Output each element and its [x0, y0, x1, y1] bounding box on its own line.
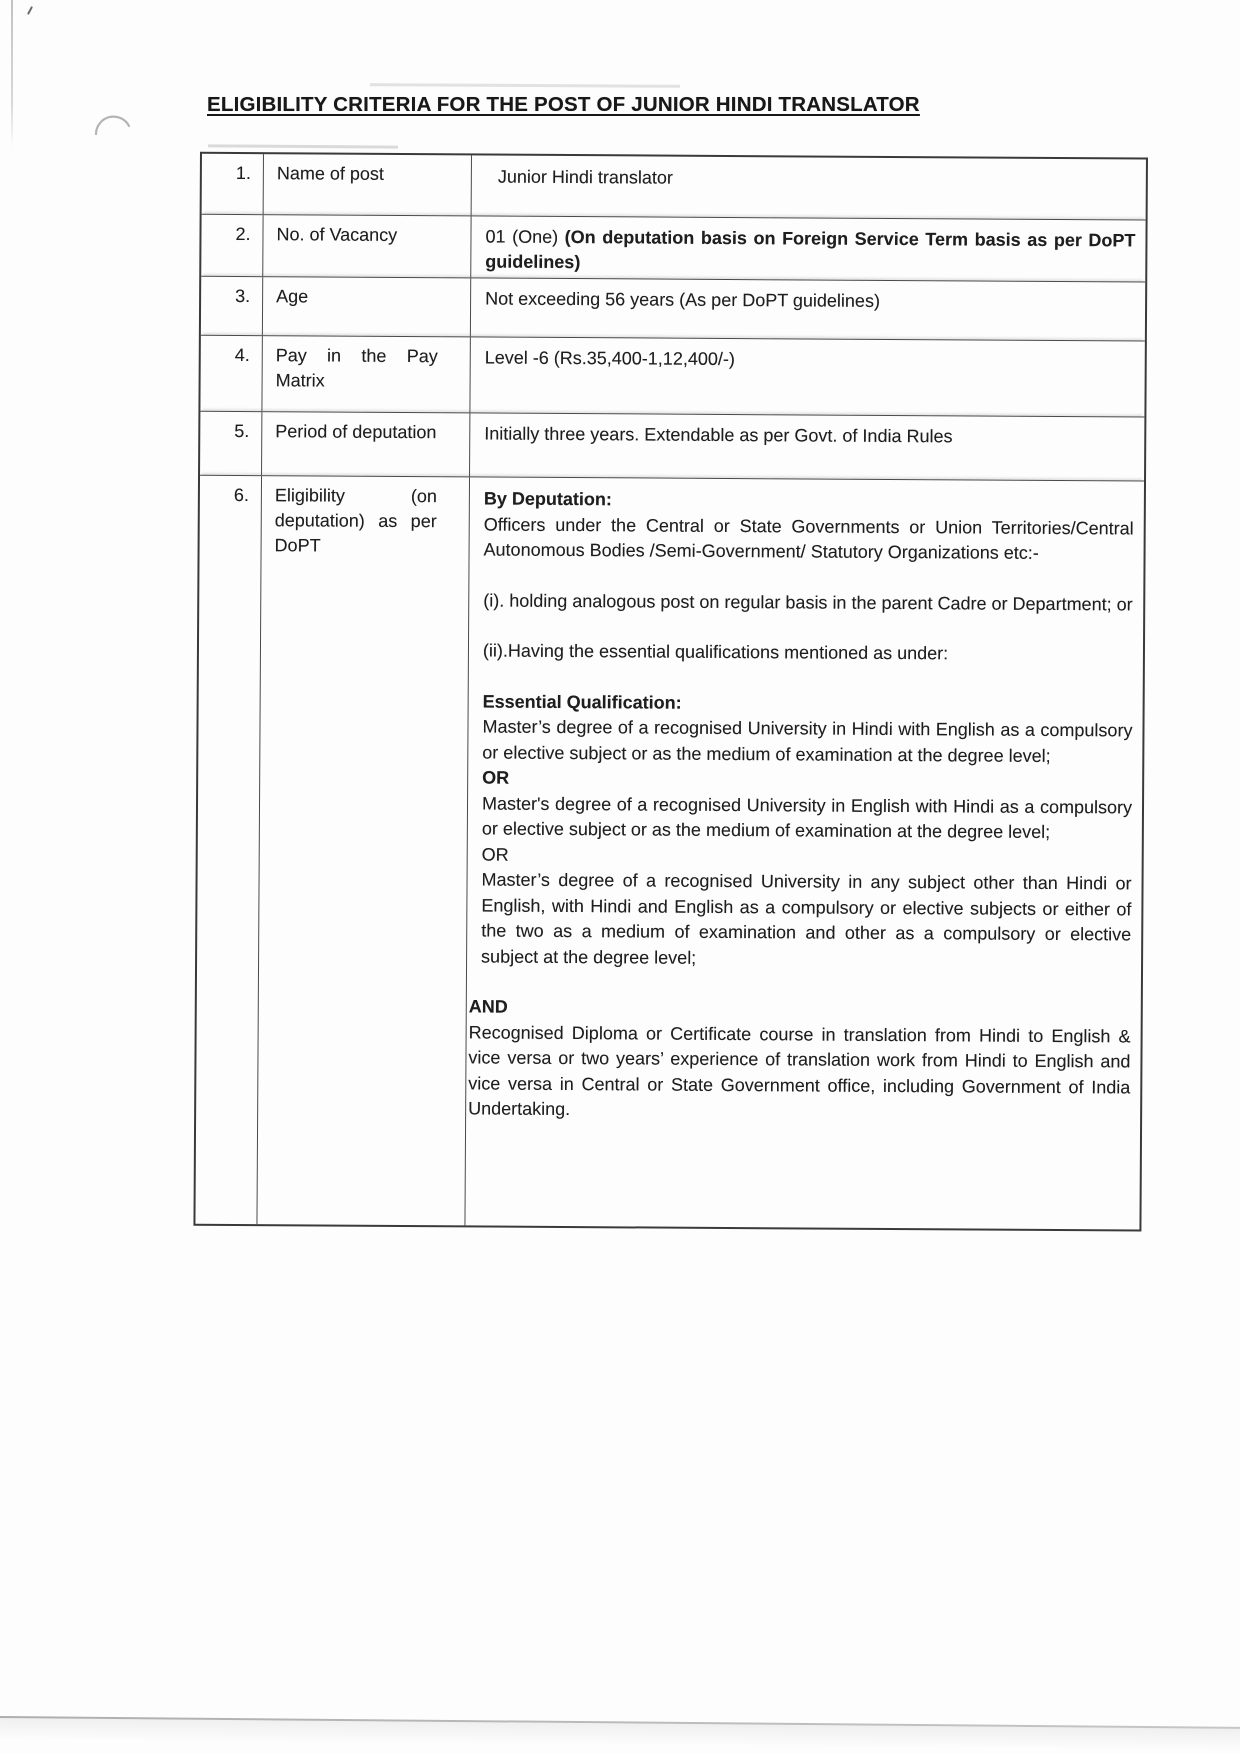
row-value: Level -6 (Rs.35,400-1,12,400/-)	[484, 347, 735, 370]
row-label: Period of deputation	[262, 412, 470, 476]
qualification-option-1: Master’s degree of a recognised University in Hindi with English as a compulsory or elective subject or as the medium of examination at the degree level;	[482, 716, 1133, 766]
deputation-officers-text: Officers under the Central or State Governments or Union Territories/Central Autonomous Bodies /Semi-Government/ Statutory Organizations etc:-	[483, 513, 1134, 563]
row-value: Not exceeding 56 years (As per DoPT guidelines)	[485, 288, 881, 311]
row-label: No. of Vacancy	[263, 215, 471, 277]
or-separator-2: OR	[481, 843, 509, 865]
scan-smudge-table-top	[208, 144, 398, 148]
table-row	[201, 214, 1145, 282]
qualification-option-2: Master's degree of a recognised University in English with Hindi as a compulsory or elective subject or as the medium of examination at the degree level;	[481, 792, 1133, 842]
and-separator: AND	[468, 996, 508, 1017]
page-title: ELIGIBILITY CRITERIA FOR THE POST OF JUNIOR HINDI TRANSLATOR	[207, 93, 920, 116]
table-row	[200, 335, 1144, 417]
row-value: Junior Hindi translator	[497, 166, 673, 188]
table-row	[201, 276, 1145, 341]
scan-mark-arc	[93, 105, 133, 137]
row-value-eligibility	[465, 477, 1144, 1229]
row-number: 1.	[202, 154, 264, 214]
row-number: 2.	[201, 215, 263, 276]
row-label: Name of post	[264, 154, 472, 215]
diploma-requirement-text: Recognised Diploma or Certificate course in translation from Hindi to English & vice versa or two years’ experience of translation work from Hindi to English and vice versa in Central or State Government office, including Government of India Undertaking.	[468, 1021, 1131, 1120]
row-label: Eligibility (on deputation) as per DoPT	[257, 476, 470, 1225]
or-separator-1: OR	[482, 767, 510, 788]
essential-qualification-heading: Essential Qualification:	[482, 690, 682, 713]
row-number: 4.	[200, 336, 262, 411]
by-deputation-heading: By Deputation:	[483, 488, 612, 510]
qualification-option-3: Master’s degree of a recognised University in any subject other than Hindi or English, with Hindi and English as a compulsory or elective subjects or either of the two as a medium of examination and other as a compulsory or elective subject at the degree level;	[481, 869, 1132, 968]
table-row	[202, 154, 1146, 220]
scan-mark-tick	[27, 6, 33, 15]
row-label: Pay in the Pay Matrix	[262, 336, 470, 412]
scan-smudge-title	[370, 83, 680, 88]
table-row	[200, 411, 1144, 481]
vacancy-deputation-note: (On deputation basis on Foreign Service Term basis as per DoPT guidelines)	[485, 226, 1136, 273]
row-number: 6.	[195, 476, 262, 1224]
row-number: 5.	[200, 412, 262, 475]
row-number: 3.	[201, 277, 263, 335]
clause-i-text: (i). holding analogous post on regular basis in the parent Cadre or Department; or	[483, 589, 1133, 614]
eligibility-table	[193, 152, 1148, 1232]
row-value: Initially three years. Extendable as per Govt. of India Rules	[484, 423, 953, 447]
row-value	[471, 216, 1145, 281]
table-row	[195, 475, 1144, 1230]
scan-edge-left	[11, 0, 13, 148]
scan-edge-bottom-shadow	[0, 1718, 1240, 1751]
row-label: Age	[263, 277, 471, 336]
clause-ii-text: (ii).Having the essential qualifications mentioned as under:	[482, 640, 949, 664]
vacancy-count: 01 (One)	[485, 226, 565, 247]
